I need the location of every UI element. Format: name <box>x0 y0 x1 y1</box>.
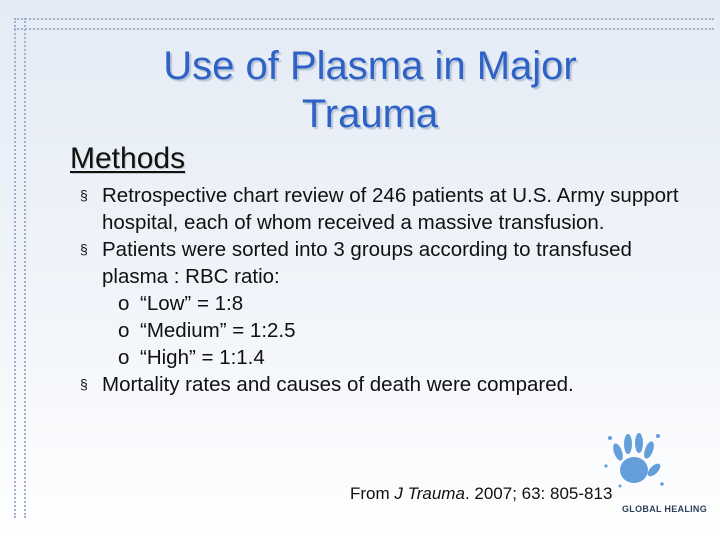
bullet-text: Retrospective chart review of 246 patients at U.S. Army support hospital, each of whom received a massive transfusion. <box>102 184 679 234</box>
decorative-border-top <box>14 18 714 30</box>
citation-prefix: From <box>350 484 395 503</box>
slide-title: Use of Plasma in Major Trauma <box>163 44 577 136</box>
section-heading: Methods <box>70 142 186 175</box>
bullet-item <box>80 182 690 236</box>
citation <box>350 484 612 504</box>
bullet-text: Mortality rates and causes of death were compared. <box>102 373 574 396</box>
citation-details: . 2007; 63: 805-813 <box>464 484 613 503</box>
bullet-marker: § <box>80 241 88 257</box>
sub-bullet-marker: o <box>118 292 130 315</box>
bullet-text: Patients were sorted into 3 groups according to transfused plasma : RBC ratio: <box>102 238 632 288</box>
global-healing-logo: GLOBAL HEALING <box>622 504 708 514</box>
sub-bullet-item <box>80 317 690 344</box>
bullet-item <box>80 236 690 290</box>
sub-bullet-marker: o <box>118 319 130 342</box>
sub-bullet-item <box>80 344 690 371</box>
sub-bullet-text: “Medium” = 1:2.5 <box>140 319 296 342</box>
bullet-list <box>80 182 690 398</box>
bullet-marker: § <box>80 376 88 392</box>
sub-bullet-text: “Low” = 1:8 <box>140 292 244 315</box>
citation-journal: J Trauma <box>394 484 465 503</box>
sub-bullet-item <box>80 290 690 317</box>
bullet-marker: § <box>80 187 88 203</box>
sub-bullet-text: “High” = 1:1.4 <box>140 346 265 369</box>
decorative-border-left <box>14 18 26 518</box>
bullet-item <box>80 371 690 398</box>
sub-bullet-marker: o <box>118 346 130 369</box>
